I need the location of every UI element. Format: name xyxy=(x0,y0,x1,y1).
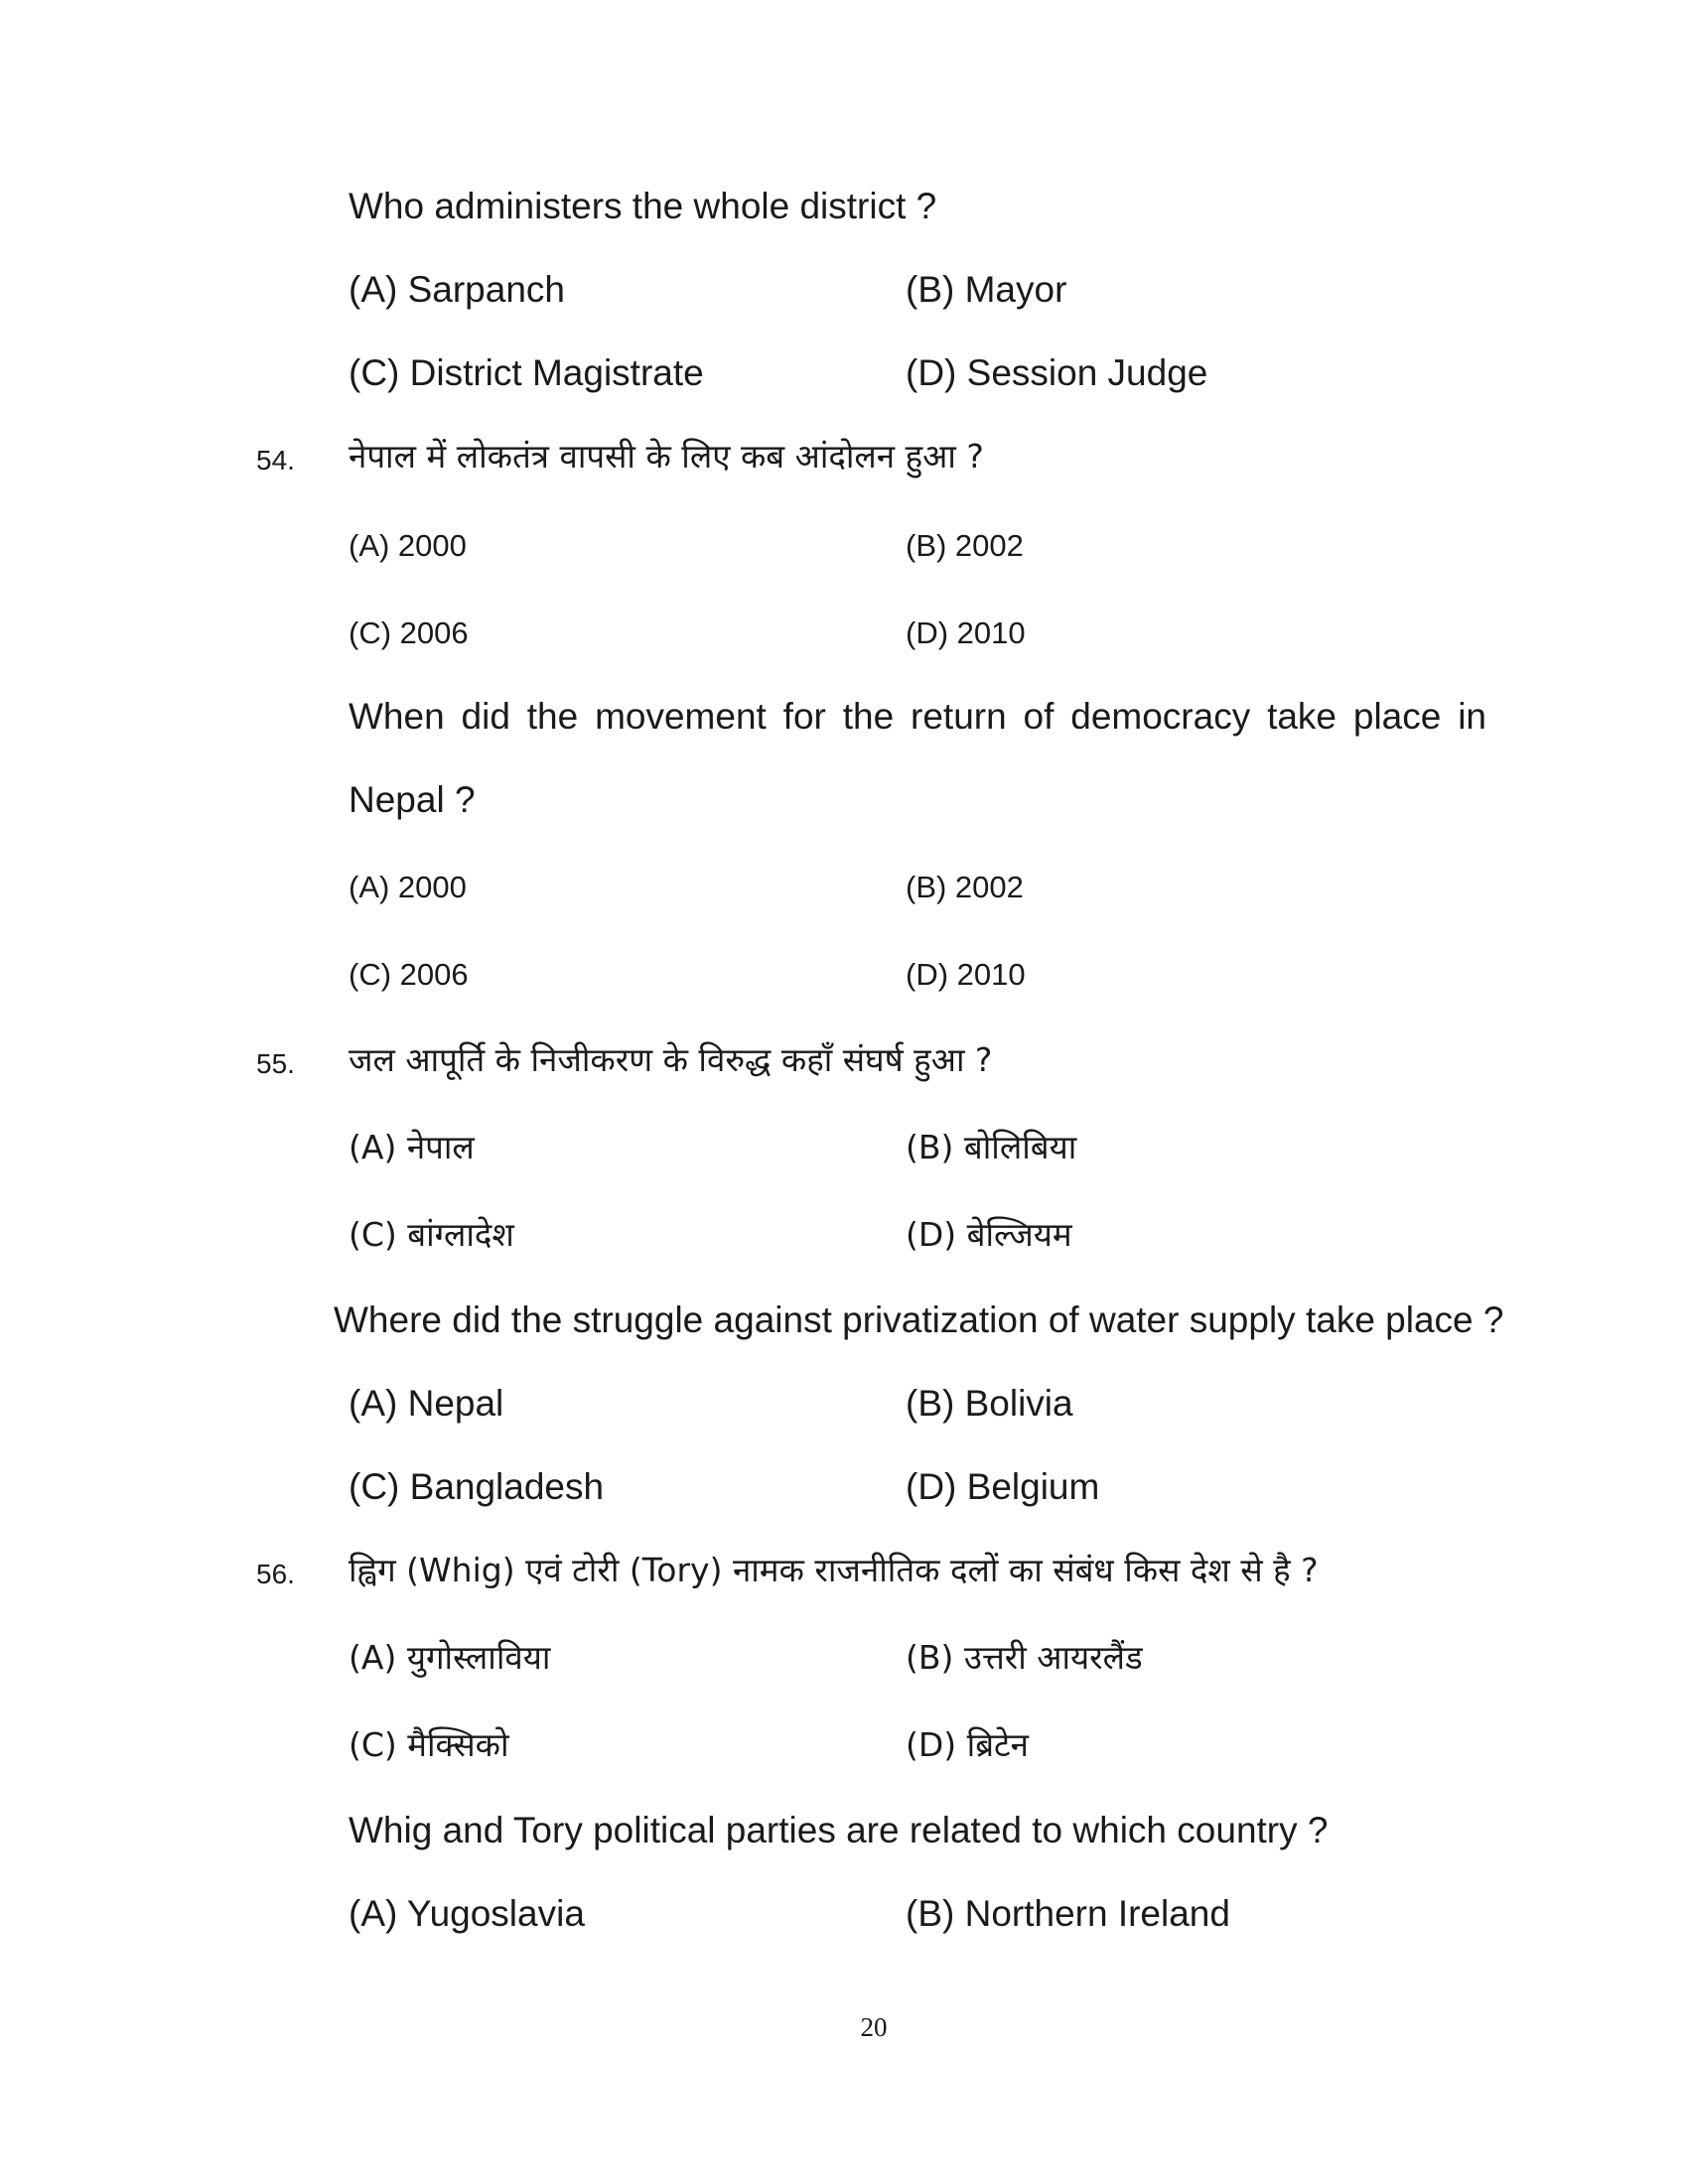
option-b: (B) बोलिबिया xyxy=(906,1128,1077,1166)
question-54-english-line-1: When did the movement for the return of democracy take place in xyxy=(349,696,1486,737)
option-b: (B) 2002 xyxy=(906,528,1024,563)
option-b: (B) Mayor xyxy=(906,269,1067,310)
option-c: (C) बांग्लादेश xyxy=(349,1215,514,1254)
option-c: (C) मैक्सिको xyxy=(349,1725,509,1764)
question-number-54: 54. xyxy=(256,445,295,476)
option-a: (A) Sarpanch xyxy=(349,269,565,310)
option-a: (A) Yugoslavia xyxy=(349,1893,585,1934)
option-d: (D) बेल्जियम xyxy=(906,1215,1072,1254)
option-d: (D) 2010 xyxy=(906,957,1026,992)
option-a: (A) युगोस्लाविया xyxy=(349,1638,551,1677)
option-b: (B) Bolivia xyxy=(906,1383,1073,1424)
option-b: (B) Northern Ireland xyxy=(906,1893,1230,1934)
option-c: (C) District Magistrate xyxy=(349,352,704,393)
option-d: (D) Belgium xyxy=(906,1466,1100,1507)
question-53-english: Who administers the whole district ? xyxy=(349,186,937,226)
option-a: (A) 2000 xyxy=(349,870,467,904)
option-a: (A) नेपाल xyxy=(349,1128,475,1166)
question-number-56: 56. xyxy=(256,1559,295,1589)
option-a: (A) 2000 xyxy=(349,528,467,563)
option-d: (D) ब्रिटेन xyxy=(906,1725,1029,1764)
option-a: (A) Nepal xyxy=(349,1383,504,1424)
question-54-english-line-2: Nepal ? xyxy=(349,779,476,820)
question-55-hindi: जल आपूर्ति के निजीकरण के विरुद्ध कहाँ संघर्ष हुआ ? xyxy=(349,1040,993,1079)
option-d: (D) 2010 xyxy=(906,615,1026,650)
option-b: (B) उत्तरी आयरलैंड xyxy=(906,1638,1143,1677)
question-number-55: 55. xyxy=(256,1048,295,1079)
option-d: (D) Session Judge xyxy=(906,352,1208,393)
question-56-hindi: ह्विग (Whig) एवं टोरी (Tory) नामक राजनीतिक दलों का संबंध किस देश से है ? xyxy=(349,1551,1319,1589)
page-number: 20 xyxy=(860,2012,888,2042)
option-b: (B) 2002 xyxy=(906,870,1024,904)
option-c: (C) 2006 xyxy=(349,615,469,650)
question-55-english: Where did the struggle against privatization of water supply take place ? xyxy=(334,1299,1504,1340)
option-c: (C) 2006 xyxy=(349,957,469,992)
option-c: (C) Bangladesh xyxy=(349,1466,605,1507)
question-56-english: Whig and Tory political parties are related to which country ? xyxy=(349,1810,1329,1850)
question-54-hindi: नेपाल में लोकतंत्र वापसी के लिए कब आंदोलन हुआ ? xyxy=(349,437,984,476)
